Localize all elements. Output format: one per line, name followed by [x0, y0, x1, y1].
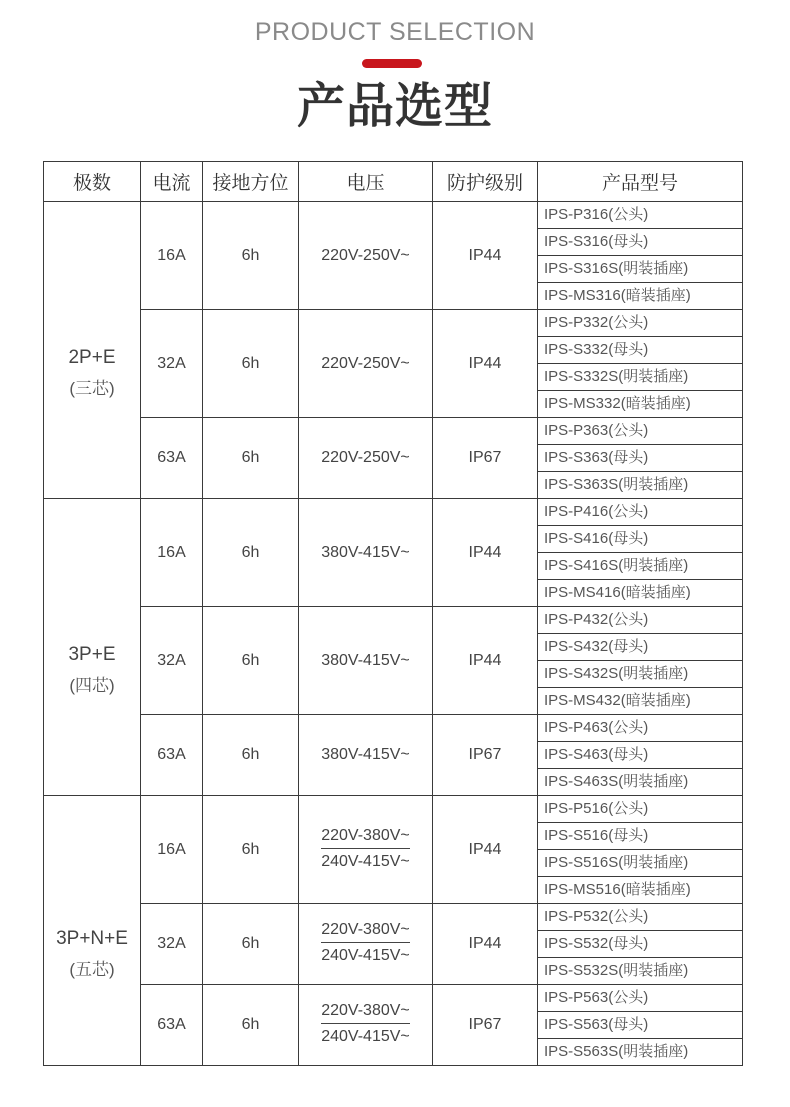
voltage-cell [299, 418, 433, 499]
column-header-voltage: 电压 [299, 162, 433, 202]
table-header-row [44, 162, 743, 202]
poles-cell [44, 499, 141, 796]
model-number-cell: IPS-MS432(暗装插座) [538, 688, 743, 715]
model-number-cell: IPS-S332(母头) [538, 337, 743, 364]
voltage-cell [299, 202, 433, 310]
voltage-value: 380V-415V~ [321, 651, 410, 669]
model-number-cell: IPS-S516S(明装插座) [538, 850, 743, 877]
cores-label: (四芯) [69, 676, 115, 695]
model-number-cell: IPS-P463(公头) [538, 715, 743, 742]
grounding-cell: 6h [203, 904, 299, 985]
grounding-cell: 6h [203, 607, 299, 715]
voltage-value: 220V-250V~ [321, 246, 410, 264]
section-title-chinese: 产品选型 [296, 80, 493, 133]
model-number-cell: IPS-S563(母头) [538, 1012, 743, 1039]
table-body [44, 202, 743, 1066]
table-row [44, 310, 743, 337]
grounding-cell: 6h [203, 715, 299, 796]
model-number-cell: IPS-MS516(暗装插座) [538, 877, 743, 904]
model-number-cell: IPS-S416S(明装插座) [538, 553, 743, 580]
grounding-cell: 6h [203, 985, 299, 1066]
model-number-cell: IPS-P363(公头) [538, 418, 743, 445]
model-number-cell: IPS-P563(公头) [538, 985, 743, 1012]
voltage-value: 240V-415V~ [321, 947, 410, 964]
model-number-cell: IPS-P532(公头) [538, 904, 743, 931]
voltage-value: 220V-380V~ [321, 1000, 410, 1024]
voltage-value: 220V-250V~ [321, 354, 410, 372]
protection-cell: IP44 [433, 607, 538, 715]
section-title-english: PRODUCT SELECTION [254, 18, 536, 46]
model-number-cell: IPS-S363S(明装插座) [538, 472, 743, 499]
poles-label: 3P+N+E [56, 927, 128, 949]
column-header-grounding: 接地方位 [203, 162, 299, 202]
current-cell: 63A [141, 715, 203, 796]
model-number-cell: IPS-S463S(明装插座) [538, 769, 743, 796]
model-number-cell: IPS-S332S(明装插座) [538, 364, 743, 391]
table-row [44, 202, 743, 229]
protection-cell: IP44 [433, 202, 538, 310]
protection-cell: IP67 [433, 715, 538, 796]
model-number-cell: IPS-MS416(暗装插座) [538, 580, 743, 607]
column-header-poles: 极数 [44, 162, 141, 202]
current-cell: 63A [141, 418, 203, 499]
voltage-value: 380V-415V~ [321, 746, 410, 763]
model-number-cell: IPS-S532S(明装插座) [538, 958, 743, 985]
poles-label: 2P+E [68, 347, 116, 368]
column-header-protection: 防护级别 [433, 162, 538, 202]
model-number-cell: IPS-MS332(暗装插座) [538, 391, 743, 418]
grounding-cell: 6h [203, 310, 299, 418]
model-number-cell: IPS-S432(母头) [538, 634, 743, 661]
current-cell: 63A [141, 985, 203, 1066]
current-cell: 16A [141, 202, 203, 310]
voltage-cell [299, 499, 433, 607]
table-row [44, 796, 743, 823]
model-number-cell: IPS-P332(公头) [538, 310, 743, 337]
model-number-cell: IPS-P316(公头) [538, 202, 743, 229]
protection-cell: IP44 [433, 499, 538, 607]
poles-cell [44, 796, 141, 1066]
voltage-value: 240V-415V~ [321, 852, 410, 870]
voltage-cell [299, 796, 433, 904]
model-number-cell: IPS-P416(公头) [538, 499, 743, 526]
voltage-value: 220V-250V~ [321, 449, 410, 466]
protection-cell: IP67 [433, 418, 538, 499]
grounding-cell: 6h [203, 418, 299, 499]
voltage-value: 380V-415V~ [321, 543, 410, 561]
cores-label: (五芯) [69, 959, 115, 979]
model-number-cell: IPS-S532(母头) [538, 931, 743, 958]
model-number-cell: IPS-S363(母头) [538, 445, 743, 472]
table-row [44, 499, 743, 526]
model-number-cell: IPS-P432(公头) [538, 607, 743, 634]
column-header-current: 电流 [141, 162, 203, 202]
cores-label: (三芯) [69, 379, 115, 398]
protection-cell: IP44 [433, 796, 538, 904]
model-number-cell: IPS-P516(公头) [538, 796, 743, 823]
grounding-cell: 6h [203, 202, 299, 310]
voltage-cell [299, 985, 433, 1066]
model-number-cell: IPS-S316(母头) [538, 229, 743, 256]
model-number-cell: IPS-S563S(明装插座) [538, 1039, 743, 1066]
voltage-value: 220V-380V~ [321, 919, 410, 943]
model-number-cell: IPS-S432S(明装插座) [538, 661, 743, 688]
table-row [44, 904, 743, 931]
protection-cell: IP44 [433, 310, 538, 418]
product-selection-table [43, 161, 743, 1066]
table-row [44, 715, 743, 742]
model-number-cell: IPS-S416(母头) [538, 526, 743, 553]
protection-cell: IP67 [433, 985, 538, 1066]
current-cell: 32A [141, 607, 203, 715]
model-number-cell: IPS-S463(母头) [538, 742, 743, 769]
table-row [44, 985, 743, 1012]
table-row [44, 418, 743, 445]
model-number-cell: IPS-MS316(暗装插座) [538, 283, 743, 310]
voltage-cell [299, 904, 433, 985]
voltage-cell [299, 310, 433, 418]
poles-cell [44, 202, 141, 499]
voltage-value: 240V-415V~ [321, 1028, 410, 1045]
poles-label: 3P+E [68, 644, 116, 665]
protection-cell: IP44 [433, 904, 538, 985]
model-number-cell: IPS-S316S(明装插座) [538, 256, 743, 283]
column-header-model: 产品型号 [538, 162, 743, 202]
current-cell: 32A [141, 904, 203, 985]
table-row [44, 607, 743, 634]
model-number-cell: IPS-S516(母头) [538, 823, 743, 850]
voltage-value: 220V-380V~ [321, 825, 410, 849]
grounding-cell: 6h [203, 499, 299, 607]
accent-bar [362, 59, 422, 68]
voltage-cell [299, 715, 433, 796]
current-cell: 16A [141, 499, 203, 607]
current-cell: 16A [141, 796, 203, 904]
voltage-cell [299, 607, 433, 715]
current-cell: 32A [141, 310, 203, 418]
grounding-cell: 6h [203, 796, 299, 904]
